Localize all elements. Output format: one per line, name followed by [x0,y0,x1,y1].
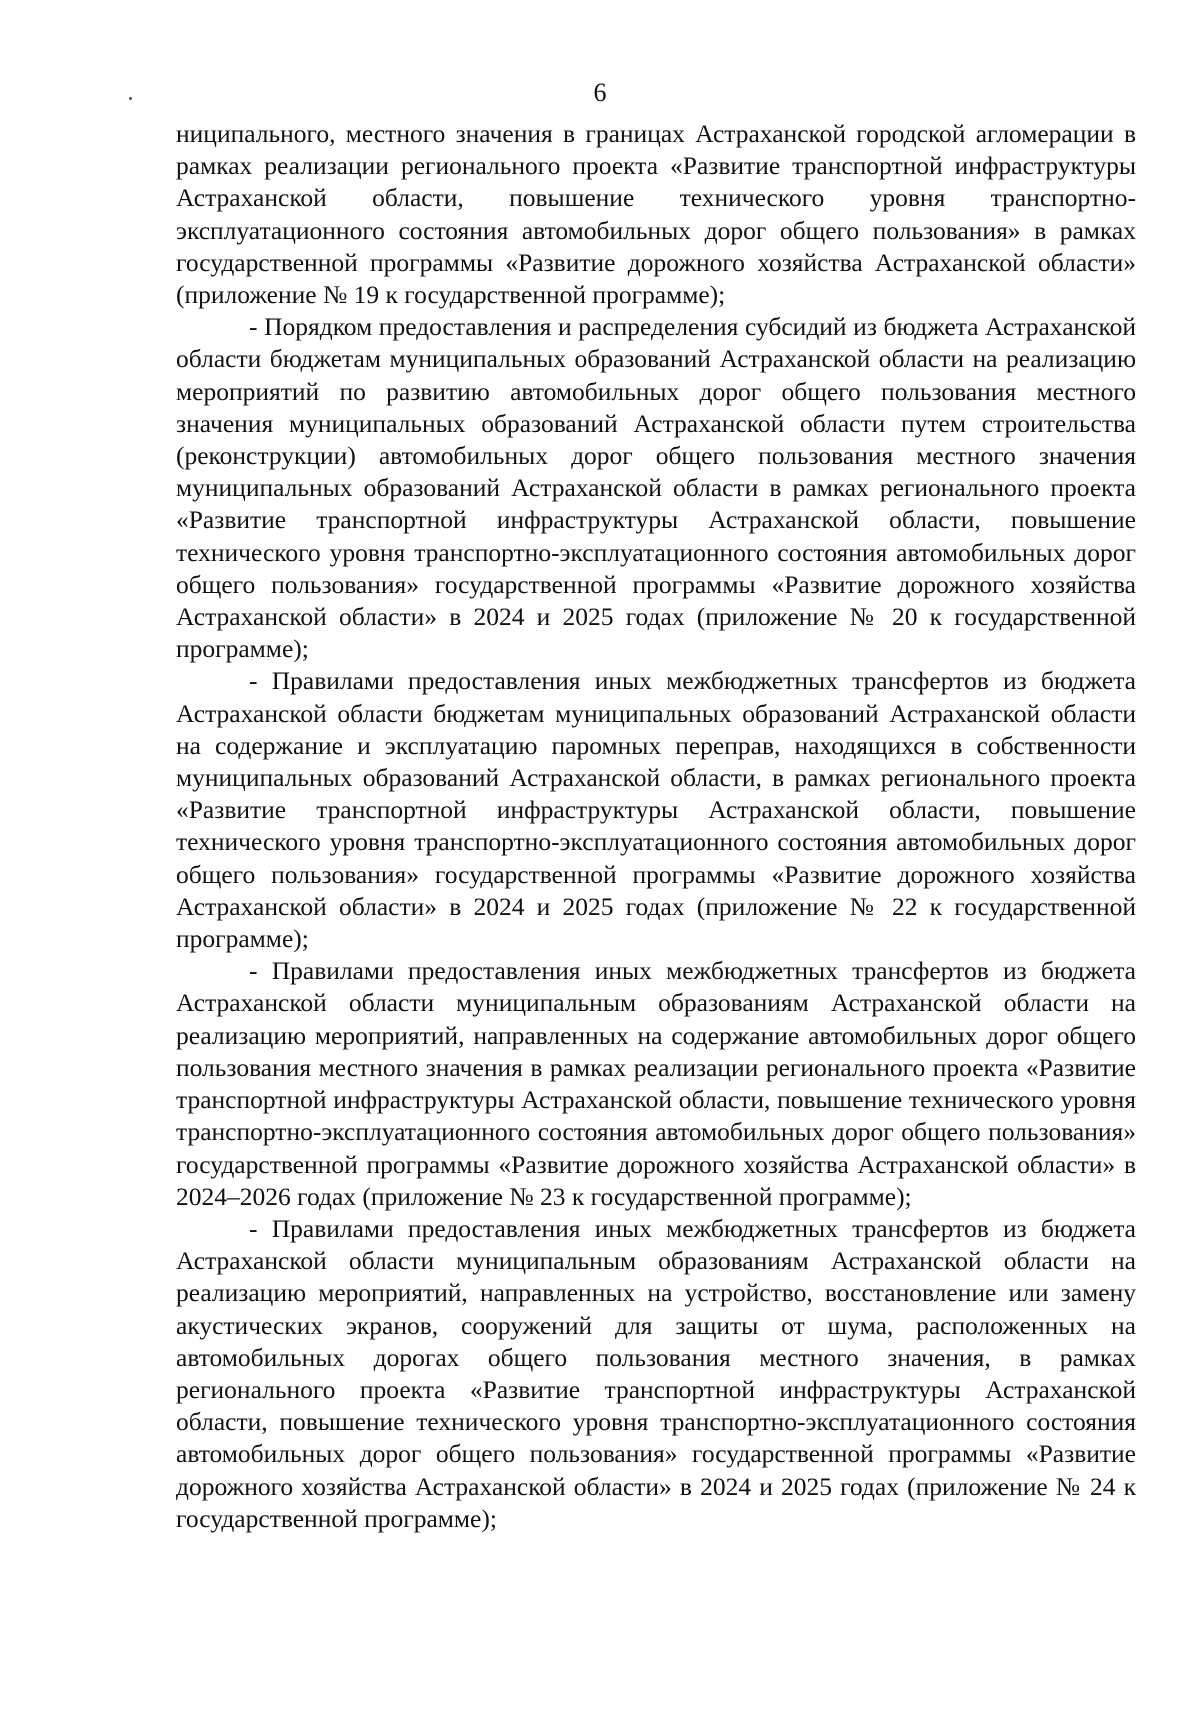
paragraph-road-maintenance-transfers: - Правилами предоставления иных межбюджетных трансфертов из бюджета Астраханской области муниципальным образованиям Астраханской области на реализацию мероприятий, направленных на содержание автомобильных дорог общего пользования местного значения в рамках реализации регионального проекта «Развитие транспортной инфраструктуры Астраханской области, повышение технического уровня транспортно-эксплуатационного состояния автомобильных дорог общего пользования» государственной программы «Развитие дорожного хозяйства Астраханской области» в 2024–2026 годах (приложение № 23 к государственной программе); [176,956,1136,1211]
paragraph-subsidy-procedure: - Порядком предоставления и распределения субсидий из бюджета Астраханской области бюджетам муниципальных образований Астраханской области на реализацию мероприятий по развитию автомобильных дорог общего пользования местного значения муниципальных образований Астраханской области путем строительства (реконструкции) автомобильных дорог общего пользования местного значения муниципальных образований Астраханской области в рамках регионального проекта «Развитие транспортной инфраструктуры Астраханской области, повышение технического уровня транспортно-эксплуатационного состояния автомобильных дорог общего пользования» государственной программы «Развитие дорожного хозяйства Астраханской области» в 2024 и 2025 годах (приложение № 20 к государственной программе); [176,312,1136,664]
paragraph-continuation: ниципального, местного значения в границах Астраханской городской агломерации в рамках реализации регионального проекта «Развитие транспортной инфраструктуры Астраханской области, повышение технического уровня транспортно-эксплуатационного состояния автомобильных дорог общего пользования» в рамках государственной программы «Развитие дорожного хозяйства Астраханской области» (приложение № 19 к государственной программе); [176,119,1136,310]
page-number: 6 [593,78,607,107]
paragraph-acoustic-screens-transfers: - Правилами предоставления иных межбюджетных трансфертов из бюджета Астраханской области муниципальным образованиям Астраханской области на реализацию мероприятий, направленных на устройство, восстановление или замену акустических экранов, сооружений для защиты от шума, расположенных на автомобильных дорогах общего пользования местного значения, в рамках регионального проекта «Развитие транспортной инфраструктуры Астраханской области, повышение технического уровня транспортно-эксплуатационного состояния автомобильных дорог общего пользования» государственной программы «Развитие дорожного хозяйства Астраханской области» в 2024 и 2025 годах (приложение № 24 к государственной программе); [176,1213,1136,1533]
paragraph-ferry-transfers: - Правилами предоставления иных межбюджетных трансфертов из бюджета Астраханской области бюджетам муниципальных образований Астраханской области на содержание и эксплуатацию паромных переправ, находящихся в собственности муниципальных образований Астраханской области, в рамках регионального проекта «Развитие транспортной инфраструктуры Астраханской области, повышение технического уровня транспортно-эксплуатационного состояния автомобильных дорог общего пользования» государственной программы «Развитие дорожного хозяйства Астраханской области» в 2024 и 2025 годах (приложение № 22 к государственной программе); [176,666,1136,954]
document-body [176,118,1136,1535]
